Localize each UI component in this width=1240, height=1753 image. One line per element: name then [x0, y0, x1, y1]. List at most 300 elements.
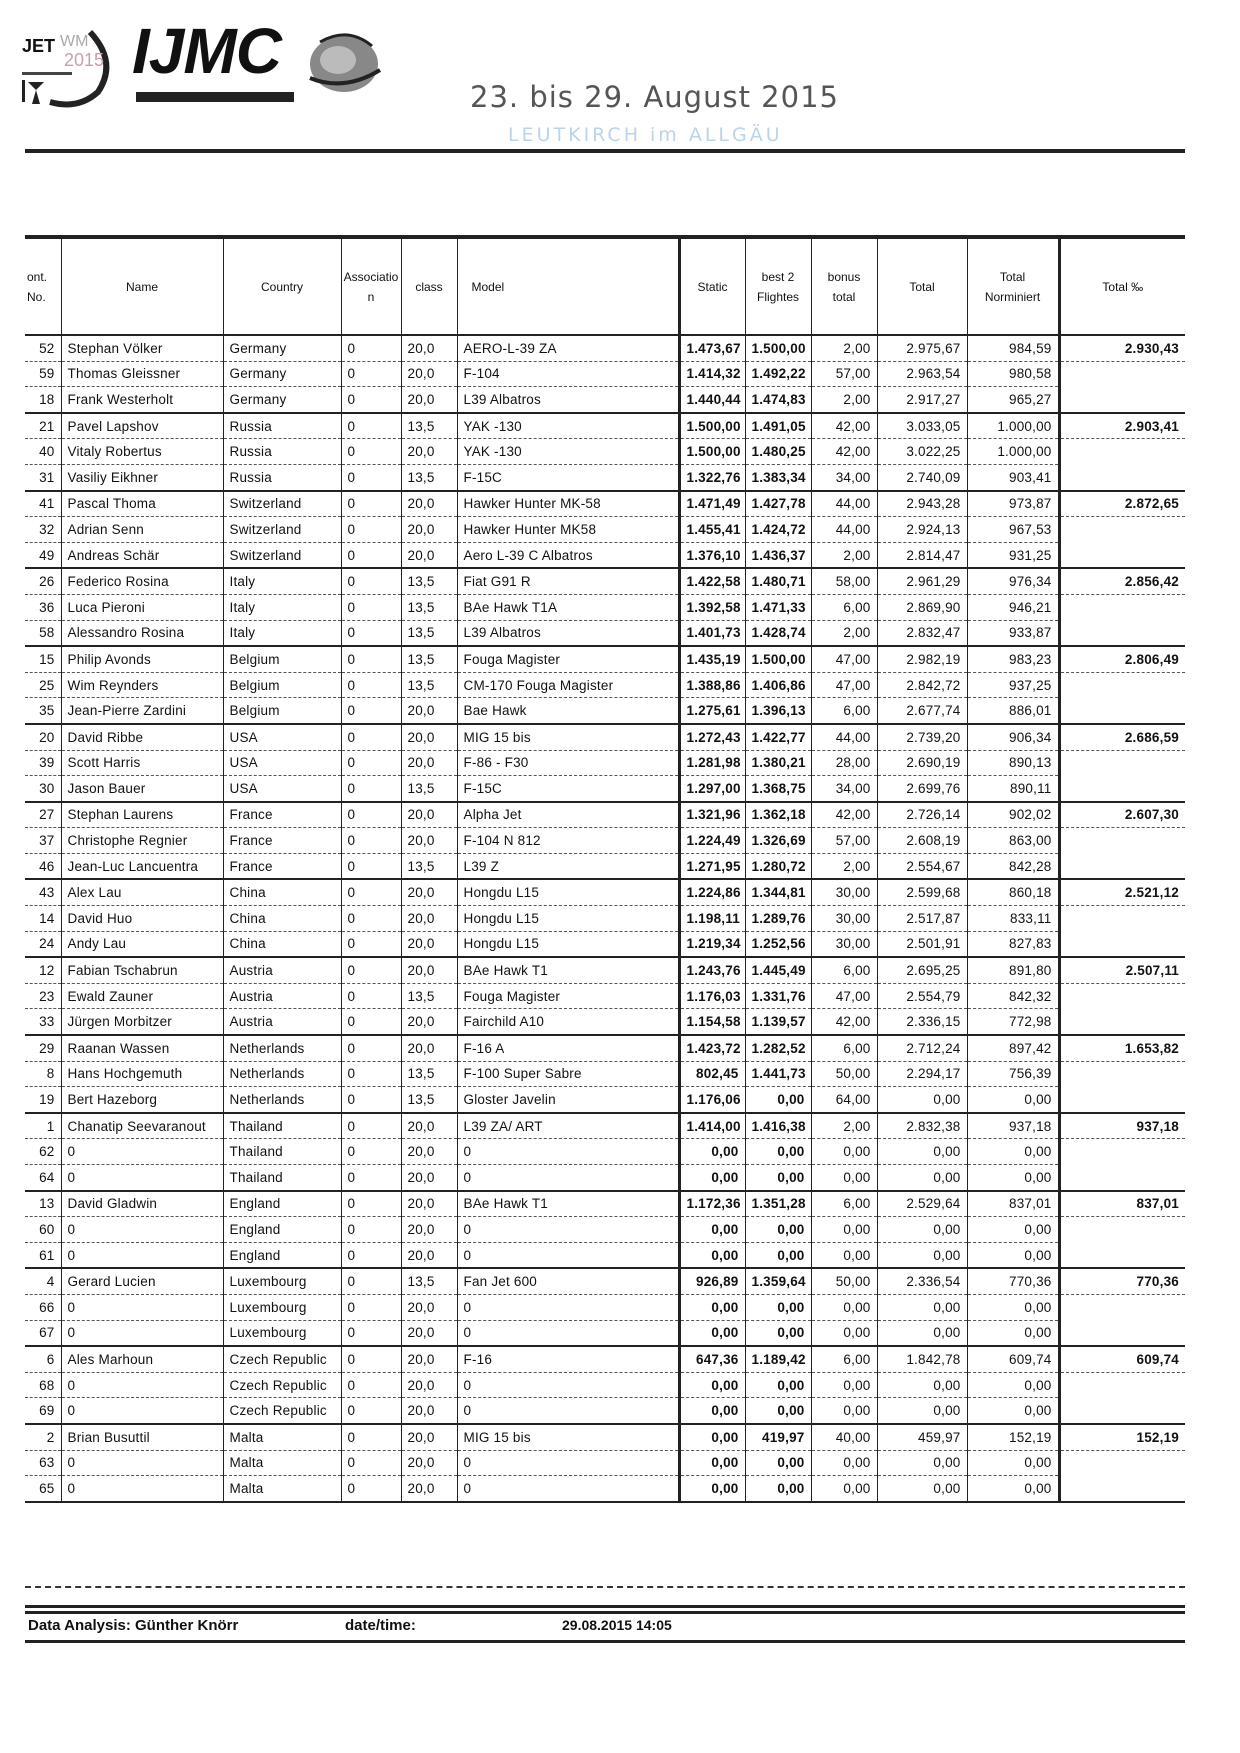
cell-best-2-flightes: 1.492,22	[745, 361, 811, 387]
cell-country: Thailand	[223, 1139, 341, 1165]
cell-bonus-total: 30,00	[811, 931, 877, 957]
cell-best-2-flightes: 1.289,76	[745, 906, 811, 932]
cell-model: Hawker Hunter MK58	[457, 517, 679, 543]
page-header	[0, 0, 1240, 160]
cell-name: 0	[61, 1165, 223, 1191]
table-row	[25, 1294, 1185, 1320]
cell-name: Pavel Lapshov	[61, 413, 223, 439]
cell-total-permille	[1059, 1242, 1185, 1268]
cell-total: 459,97	[877, 1424, 967, 1450]
cell-bonus-total: 47,00	[811, 646, 877, 672]
header-static: Static	[679, 239, 745, 335]
cell-total-permille	[1059, 1476, 1185, 1502]
cell-name: Frank Westerholt	[61, 387, 223, 413]
cell-country: Germany	[223, 361, 341, 387]
cell-bonus-total: 42,00	[811, 1009, 877, 1035]
cell-start-no: 63	[25, 1450, 61, 1476]
cell-best-2-flightes: 1.139,57	[745, 1009, 811, 1035]
cell-total-permille: 2.872,65	[1059, 491, 1185, 517]
cell-model: F-16 A	[457, 1035, 679, 1061]
cell-name: Alessandro Rosina	[61, 620, 223, 646]
cell-start-no: 35	[25, 698, 61, 724]
cell-static: 1.272,43	[679, 724, 745, 750]
cell-static: 1.198,11	[679, 906, 745, 932]
cell-total: 0,00	[877, 1139, 967, 1165]
cell-total-norminiert: 976,34	[967, 568, 1059, 594]
cell-model: L39 Albatros	[457, 620, 679, 646]
cell-total: 2.814,47	[877, 542, 967, 568]
header-association: Associatio n	[341, 239, 401, 335]
table-header-row	[25, 239, 1185, 335]
cell-model: AERO-L-39 ZA	[457, 335, 679, 361]
header-country: Country	[223, 239, 341, 335]
svg-text:WM: WM	[60, 33, 89, 50]
cell-total: 2.740,09	[877, 464, 967, 490]
cell-class: 20,0	[401, 542, 457, 568]
cell-static: 1.401,73	[679, 620, 745, 646]
cell-total-permille	[1059, 1398, 1185, 1424]
cell-name: Vitaly Robertus	[61, 439, 223, 465]
cell-total-permille: 2.806,49	[1059, 646, 1185, 672]
cell-bonus-total: 6,00	[811, 594, 877, 620]
header-bonus-total: bonus total	[811, 239, 877, 335]
cell-name: 0	[61, 1217, 223, 1243]
cell-class: 20,0	[401, 1346, 457, 1372]
cell-bonus-total: 34,00	[811, 776, 877, 802]
cell-class: 13,5	[401, 464, 457, 490]
cell-total-permille	[1059, 1320, 1185, 1346]
cell-best-2-flightes: 1.436,37	[745, 542, 811, 568]
cell-total-permille: 937,18	[1059, 1113, 1185, 1139]
cell-total-norminiert: 0,00	[967, 1476, 1059, 1502]
ijmc-logo-bar	[136, 92, 294, 102]
cell-country: Switzerland	[223, 542, 341, 568]
cell-total: 2.501,91	[877, 931, 967, 957]
cell-name: Christophe Regnier	[61, 828, 223, 854]
cell-class: 20,0	[401, 724, 457, 750]
cell-country: Russia	[223, 439, 341, 465]
cell-name: Federico Rosina	[61, 568, 223, 594]
table-row	[25, 1424, 1185, 1450]
cell-total-permille: 2.521,12	[1059, 879, 1185, 905]
cell-total-norminiert: 842,32	[967, 983, 1059, 1009]
cell-total-permille	[1059, 387, 1185, 413]
cell-total-norminiert: 890,13	[967, 750, 1059, 776]
cell-association: 0	[341, 1087, 401, 1113]
cell-best-2-flightes: 1.416,38	[745, 1113, 811, 1139]
cell-model: 0	[457, 1450, 679, 1476]
cell-static: 1.388,86	[679, 672, 745, 698]
cell-class: 20,0	[401, 1320, 457, 1346]
cell-total-permille: 2.856,42	[1059, 568, 1185, 594]
cell-association: 0	[341, 1372, 401, 1398]
cell-association: 0	[341, 1398, 401, 1424]
cell-total: 2.695,25	[877, 957, 967, 983]
table-row	[25, 672, 1185, 698]
cell-total: 2.529,64	[877, 1191, 967, 1217]
cell-association: 0	[341, 1165, 401, 1191]
table-row	[25, 906, 1185, 932]
cell-total-norminiert: 984,59	[967, 335, 1059, 361]
cell-association: 0	[341, 542, 401, 568]
cell-bonus-total: 2,00	[811, 1113, 877, 1139]
cell-start-no: 33	[25, 1009, 61, 1035]
header-name: Name	[61, 239, 223, 335]
cell-name: Pascal Thoma	[61, 491, 223, 517]
cell-name: 0	[61, 1242, 223, 1268]
cell-country: Russia	[223, 464, 341, 490]
cell-total: 2.699,76	[877, 776, 967, 802]
cell-total-norminiert: 609,74	[967, 1346, 1059, 1372]
cell-total: 0,00	[877, 1450, 967, 1476]
cell-model: Bae Hawk	[457, 698, 679, 724]
cell-country: England	[223, 1217, 341, 1243]
cell-static: 1.322,76	[679, 464, 745, 490]
cell-start-no: 37	[25, 828, 61, 854]
globe-icon	[300, 26, 384, 96]
cell-name: Brian Busuttil	[61, 1424, 223, 1450]
cell-static: 1.422,58	[679, 568, 745, 594]
cell-best-2-flightes: 1.359,64	[745, 1268, 811, 1294]
cell-total-norminiert: 965,27	[967, 387, 1059, 413]
cell-model: 0	[457, 1217, 679, 1243]
cell-association: 0	[341, 853, 401, 879]
cell-static: 0,00	[679, 1476, 745, 1502]
cell-association: 0	[341, 1009, 401, 1035]
cell-start-no: 24	[25, 931, 61, 957]
cell-static: 1.281,98	[679, 750, 745, 776]
table-row	[25, 724, 1185, 750]
cell-start-no: 52	[25, 335, 61, 361]
cell-static: 1.321,96	[679, 802, 745, 828]
cell-static: 1.500,00	[679, 413, 745, 439]
cell-static: 0,00	[679, 1139, 745, 1165]
table-row	[25, 413, 1185, 439]
cell-country: Luxembourg	[223, 1320, 341, 1346]
table-row	[25, 1242, 1185, 1268]
cell-class: 20,0	[401, 491, 457, 517]
cell-model: F-16	[457, 1346, 679, 1372]
cell-country: France	[223, 802, 341, 828]
cell-country: USA	[223, 776, 341, 802]
cell-start-no: 67	[25, 1320, 61, 1346]
cell-class: 20,0	[401, 517, 457, 543]
cell-bonus-total: 0,00	[811, 1398, 877, 1424]
cell-static: 1.172,36	[679, 1191, 745, 1217]
cell-static: 0,00	[679, 1398, 745, 1424]
cell-name: 0	[61, 1450, 223, 1476]
table-row	[25, 464, 1185, 490]
cell-class: 20,0	[401, 750, 457, 776]
cell-best-2-flightes: 0,00	[745, 1139, 811, 1165]
cell-total-norminiert: 842,28	[967, 853, 1059, 879]
cell-total-norminiert: 0,00	[967, 1165, 1059, 1191]
cell-country: Switzerland	[223, 491, 341, 517]
cell-static: 1.423,72	[679, 1035, 745, 1061]
cell-best-2-flightes: 1.422,77	[745, 724, 811, 750]
cell-total-norminiert: 756,39	[967, 1061, 1059, 1087]
cell-name: Bert Hazeborg	[61, 1087, 223, 1113]
cell-static: 1.271,95	[679, 853, 745, 879]
cell-class: 20,0	[401, 387, 457, 413]
cell-bonus-total: 0,00	[811, 1320, 877, 1346]
cell-class: 13,5	[401, 853, 457, 879]
cell-model: Hongdu L15	[457, 879, 679, 905]
cell-association: 0	[341, 1450, 401, 1476]
cell-total-permille	[1059, 1217, 1185, 1243]
cell-total-norminiert: 891,80	[967, 957, 1059, 983]
cell-name: 0	[61, 1294, 223, 1320]
cell-bonus-total: 0,00	[811, 1476, 877, 1502]
cell-total-norminiert: 0,00	[967, 1217, 1059, 1243]
cell-bonus-total: 0,00	[811, 1217, 877, 1243]
cell-bonus-total: 0,00	[811, 1242, 877, 1268]
header-total-norminiert: Total Norminiert	[967, 239, 1059, 335]
cell-best-2-flightes: 1.189,42	[745, 1346, 811, 1372]
cell-total-permille	[1059, 1061, 1185, 1087]
cell-total: 1.842,78	[877, 1346, 967, 1372]
cell-start-no: 31	[25, 464, 61, 490]
cell-total-permille: 609,74	[1059, 1346, 1185, 1372]
cell-total-permille	[1059, 620, 1185, 646]
cell-association: 0	[341, 776, 401, 802]
cell-total-permille	[1059, 594, 1185, 620]
cell-name: Luca Pieroni	[61, 594, 223, 620]
cell-association: 0	[341, 413, 401, 439]
cell-class: 20,0	[401, 931, 457, 957]
cell-total: 0,00	[877, 1165, 967, 1191]
event-dates: 23. bis 29. August 2015	[470, 80, 839, 114]
cell-static: 1.243,76	[679, 957, 745, 983]
cell-model: Fouga Magister	[457, 646, 679, 672]
cell-total-permille	[1059, 672, 1185, 698]
table-row	[25, 957, 1185, 983]
table-row	[25, 361, 1185, 387]
cell-country: France	[223, 853, 341, 879]
cell-association: 0	[341, 491, 401, 517]
cell-association: 0	[341, 387, 401, 413]
cell-bonus-total: 50,00	[811, 1268, 877, 1294]
header-model: Model	[457, 239, 679, 335]
cell-best-2-flightes: 1.500,00	[745, 335, 811, 361]
cell-bonus-total: 6,00	[811, 1191, 877, 1217]
table-row	[25, 620, 1185, 646]
cell-bonus-total: 6,00	[811, 1035, 877, 1061]
results-table-body	[25, 335, 1185, 1502]
cell-static: 1.435,19	[679, 646, 745, 672]
cell-start-no: 69	[25, 1398, 61, 1424]
cell-association: 0	[341, 1294, 401, 1320]
cell-total: 2.917,27	[877, 387, 967, 413]
cell-association: 0	[341, 1424, 401, 1450]
cell-country: Germany	[223, 335, 341, 361]
cell-association: 0	[341, 983, 401, 1009]
cell-association: 0	[341, 802, 401, 828]
cell-bonus-total: 28,00	[811, 750, 877, 776]
cell-total: 2.712,24	[877, 1035, 967, 1061]
table-row	[25, 1035, 1185, 1061]
cell-start-no: 60	[25, 1217, 61, 1243]
cell-total-norminiert: 931,25	[967, 542, 1059, 568]
cell-association: 0	[341, 1061, 401, 1087]
cell-name: David Gladwin	[61, 1191, 223, 1217]
cell-model: 0	[457, 1398, 679, 1424]
cell-total-permille	[1059, 361, 1185, 387]
cell-class: 13,5	[401, 1061, 457, 1087]
cell-total-norminiert: 0,00	[967, 1139, 1059, 1165]
cell-model: BAe Hawk T1	[457, 1191, 679, 1217]
cell-model: F-104 N 812	[457, 828, 679, 854]
cell-best-2-flightes: 1.396,13	[745, 698, 811, 724]
cell-class: 20,0	[401, 1113, 457, 1139]
cell-name: Adrian Senn	[61, 517, 223, 543]
cell-association: 0	[341, 1113, 401, 1139]
cell-class: 20,0	[401, 802, 457, 828]
cell-country: Italy	[223, 568, 341, 594]
cell-class: 13,5	[401, 568, 457, 594]
cell-total: 2.336,54	[877, 1268, 967, 1294]
cell-model: L39 ZA/ ART	[457, 1113, 679, 1139]
cell-country: Thailand	[223, 1165, 341, 1191]
table-row	[25, 802, 1185, 828]
cell-total-permille	[1059, 698, 1185, 724]
cell-static: 1.414,32	[679, 361, 745, 387]
cell-name: Wim Reynders	[61, 672, 223, 698]
cell-static: 0,00	[679, 1217, 745, 1243]
cell-start-no: 21	[25, 413, 61, 439]
cell-class: 13,5	[401, 776, 457, 802]
cell-start-no: 2	[25, 1424, 61, 1450]
cell-country: Netherlands	[223, 1087, 341, 1113]
cell-class: 20,0	[401, 335, 457, 361]
cell-bonus-total: 64,00	[811, 1087, 877, 1113]
cell-model: Fiat G91 R	[457, 568, 679, 594]
cell-best-2-flightes: 1.424,72	[745, 517, 811, 543]
table-row	[25, 387, 1185, 413]
cell-country: England	[223, 1242, 341, 1268]
cell-total-permille	[1059, 464, 1185, 490]
cell-total-permille	[1059, 439, 1185, 465]
cell-country: Netherlands	[223, 1061, 341, 1087]
results-table	[25, 239, 1185, 1503]
cell-bonus-total: 2,00	[811, 387, 877, 413]
cell-total: 2.294,17	[877, 1061, 967, 1087]
cell-association: 0	[341, 828, 401, 854]
cell-bonus-total: 44,00	[811, 724, 877, 750]
cell-model: 0	[457, 1372, 679, 1398]
cell-static: 0,00	[679, 1165, 745, 1191]
cell-total-permille: 770,36	[1059, 1268, 1185, 1294]
cell-static: 926,89	[679, 1268, 745, 1294]
cell-total-norminiert: 886,01	[967, 698, 1059, 724]
cell-class: 20,0	[401, 1139, 457, 1165]
cell-total-permille	[1059, 517, 1185, 543]
cell-total: 0,00	[877, 1217, 967, 1243]
cell-total-permille: 2.607,30	[1059, 802, 1185, 828]
cell-bonus-total: 58,00	[811, 568, 877, 594]
cell-total: 2.517,87	[877, 906, 967, 932]
cell-total: 0,00	[877, 1294, 967, 1320]
cell-class: 13,5	[401, 983, 457, 1009]
cell-start-no: 49	[25, 542, 61, 568]
cell-model: 0	[457, 1476, 679, 1502]
cell-static: 1.414,00	[679, 1113, 745, 1139]
table-row	[25, 439, 1185, 465]
cell-total-norminiert: 973,87	[967, 491, 1059, 517]
cell-total-norminiert: 980,58	[967, 361, 1059, 387]
cell-total-norminiert: 902,02	[967, 802, 1059, 828]
cell-country: Belgium	[223, 672, 341, 698]
cell-bonus-total: 0,00	[811, 1450, 877, 1476]
table-row	[25, 1165, 1185, 1191]
cell-total-permille: 2.507,11	[1059, 957, 1185, 983]
table-row	[25, 1450, 1185, 1476]
table-row	[25, 568, 1185, 594]
cell-static: 0,00	[679, 1320, 745, 1346]
cell-model: Alpha Jet	[457, 802, 679, 828]
cell-best-2-flightes: 0,00	[745, 1242, 811, 1268]
cell-start-no: 41	[25, 491, 61, 517]
cell-total-permille	[1059, 1294, 1185, 1320]
table-row	[25, 1139, 1185, 1165]
cell-static: 1.176,06	[679, 1087, 745, 1113]
cell-class: 20,0	[401, 1398, 457, 1424]
cell-start-no: 19	[25, 1087, 61, 1113]
table-row	[25, 594, 1185, 620]
cell-model: Fouga Magister	[457, 983, 679, 1009]
cell-static: 1.219,34	[679, 931, 745, 957]
cell-association: 0	[341, 1191, 401, 1217]
cell-association: 0	[341, 1476, 401, 1502]
cell-country: France	[223, 828, 341, 854]
cell-class: 20,0	[401, 1294, 457, 1320]
cell-bonus-total: 30,00	[811, 906, 877, 932]
cell-total-norminiert: 0,00	[967, 1242, 1059, 1268]
cell-total: 2.961,29	[877, 568, 967, 594]
cell-best-2-flightes: 419,97	[745, 1424, 811, 1450]
cell-class: 20,0	[401, 828, 457, 854]
cell-total-norminiert: 152,19	[967, 1424, 1059, 1450]
cell-model: 0	[457, 1294, 679, 1320]
cell-model: F-104	[457, 361, 679, 387]
cell-total: 2.943,28	[877, 491, 967, 517]
table-row	[25, 542, 1185, 568]
cell-start-no: 23	[25, 983, 61, 1009]
cell-start-no: 4	[25, 1268, 61, 1294]
table-row	[25, 1009, 1185, 1035]
cell-association: 0	[341, 594, 401, 620]
cell-country: England	[223, 1191, 341, 1217]
cell-best-2-flightes: 1.406,86	[745, 672, 811, 698]
cell-association: 0	[341, 906, 401, 932]
cell-total: 2.869,90	[877, 594, 967, 620]
cell-model: CM-170 Fouga Magister	[457, 672, 679, 698]
svg-text:2015: 2015	[64, 50, 105, 70]
table-row	[25, 983, 1185, 1009]
cell-total-permille	[1059, 906, 1185, 932]
cell-total-permille: 2.930,43	[1059, 335, 1185, 361]
cell-model: YAK -130	[457, 439, 679, 465]
cell-model: 0	[457, 1165, 679, 1191]
header-start-no: ont. No.	[25, 239, 61, 335]
cell-start-no: 68	[25, 1372, 61, 1398]
cell-bonus-total: 57,00	[811, 361, 877, 387]
svg-text:JET: JET	[22, 36, 56, 56]
table-row	[25, 646, 1185, 672]
cell-association: 0	[341, 1242, 401, 1268]
cell-model: L39 Albatros	[457, 387, 679, 413]
cell-name: Ales Marhoun	[61, 1346, 223, 1372]
